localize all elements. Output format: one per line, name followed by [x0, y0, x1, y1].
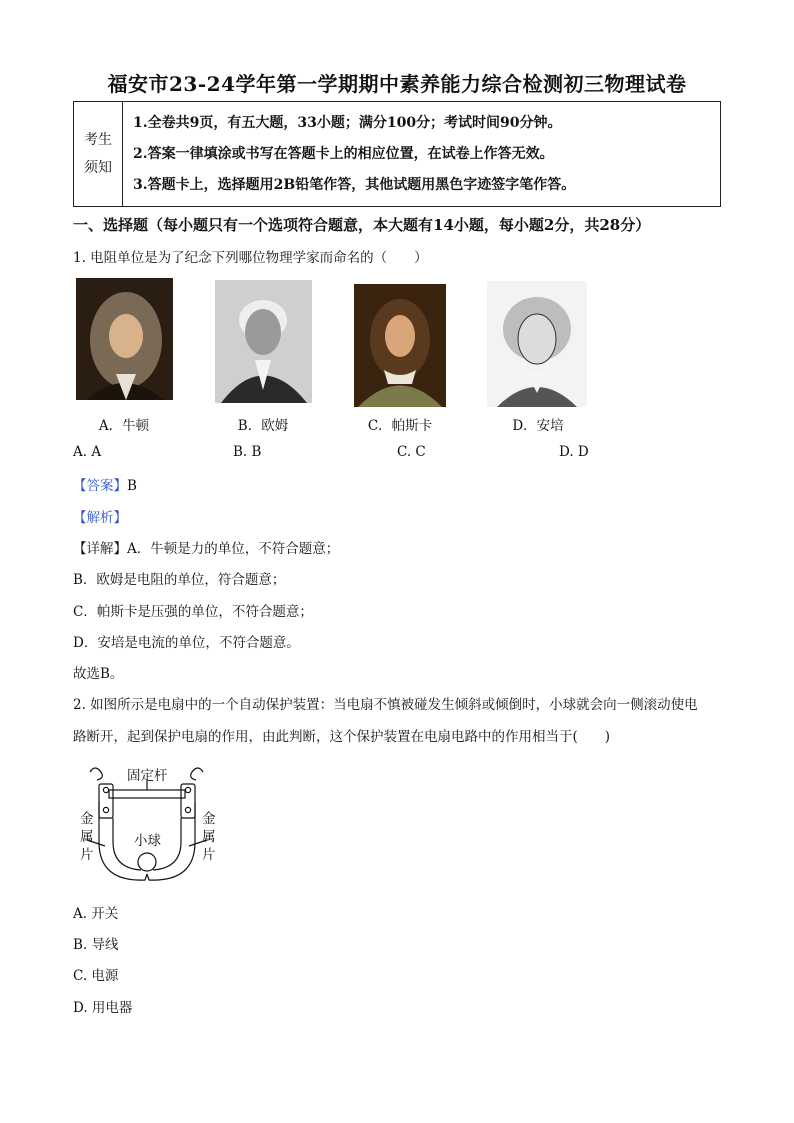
- pascal-portrait: [354, 284, 446, 407]
- notice-label-line2: 须知: [84, 160, 112, 176]
- page-title: 福安市23-24学年第一学期期中素养能力综合检测初三物理试卷: [107, 72, 687, 96]
- q1-option-d: D. D: [559, 444, 589, 460]
- detail-text: A．牛顿是力的单位，不符合题意；: [127, 541, 340, 557]
- answer-value: B: [127, 478, 137, 494]
- ohm-portrait: [215, 280, 312, 403]
- notice-item: 2.答案一律填涂或书写在答题卡上的相应位置，在试卷上作答无效。: [133, 146, 554, 162]
- portrait-caption-d: D．安培: [512, 418, 564, 434]
- notice-label: [74, 102, 123, 207]
- q1-detail-line: 故选B。: [73, 666, 124, 682]
- q1-detail-line: [73, 537, 339, 557]
- left-sheet-char: 金: [80, 811, 94, 827]
- q2-option-b: B. 导线: [73, 937, 119, 953]
- q1-option-b: B. B: [233, 444, 262, 460]
- candidate-notice-box: [73, 101, 721, 207]
- diagram-label-left-sheet: [80, 810, 94, 864]
- q1-answer: [73, 474, 137, 494]
- notice-item: 1.全卷共9页，有五大题，33小题；满分100分；考试时间90分钟。: [133, 115, 562, 131]
- diagram-label-right-sheet: [202, 810, 216, 864]
- portrait-caption-c: C．帕斯卡: [367, 418, 433, 434]
- q2-option-a: A. 开关: [73, 906, 119, 922]
- q2-stem-line2: 路断开，起到保护电扇的作用，由此判断，这个保护装置在电扇电路中的作用相当于( ): [73, 729, 611, 745]
- diagram-label-fixed-rod: 固定杆: [127, 768, 168, 784]
- right-sheet-char: 属: [202, 829, 216, 845]
- portrait-caption-a: A．牛顿: [98, 418, 150, 434]
- q2-option-c: C. 电源: [73, 968, 119, 984]
- left-sheet-char: 片: [80, 847, 94, 863]
- q1-stem: 1. 电阻单位是为了纪念下列哪位物理学家而命名的（ ）: [73, 250, 428, 266]
- ampere-portrait: [487, 281, 587, 407]
- analysis-label: 【解析】: [73, 510, 127, 526]
- notice-label-line1: 考生: [84, 132, 112, 148]
- portrait-caption-b: B．欧姆: [237, 418, 289, 434]
- section-heading: 一、选择题（每小题只有一个选项符合题意，本大题有14小题，每小题2分，共28分）: [73, 216, 651, 234]
- diagram-label-ball: 小球: [134, 833, 161, 849]
- notice-body: [123, 102, 721, 207]
- q1-option-a: A. A: [73, 444, 102, 460]
- detail-label: 【详解】: [73, 541, 127, 557]
- q2-option-d: D. 用电器: [73, 1000, 133, 1016]
- q2-stem-line1: 2. 如图所示是电扇中的一个自动保护装置：当电扇不慎被碰发生倾斜或倾倒时，小球就会向一侧滚动使电: [73, 697, 698, 713]
- q1-option-c: C. C: [397, 444, 426, 460]
- q1-detail-line: D．安培是电流的单位，不符合题意。: [73, 635, 300, 651]
- left-sheet-char: 属: [80, 829, 94, 845]
- newton-portrait: [76, 278, 173, 400]
- right-sheet-char: 片: [202, 847, 216, 863]
- q1-detail-line: C．帕斯卡是压强的单位，不符合题意；: [73, 604, 313, 620]
- answer-label: 【答案】: [73, 478, 127, 494]
- notice-item: 3.答题卡上，选择题用2B铅笔作答，其他试题用黑色字迹签字笔作答。: [133, 177, 576, 193]
- right-sheet-char: 金: [202, 811, 216, 827]
- q1-detail-line: B．欧姆是电阻的单位，符合题意；: [73, 572, 286, 588]
- q1-analysis-label: [73, 506, 127, 526]
